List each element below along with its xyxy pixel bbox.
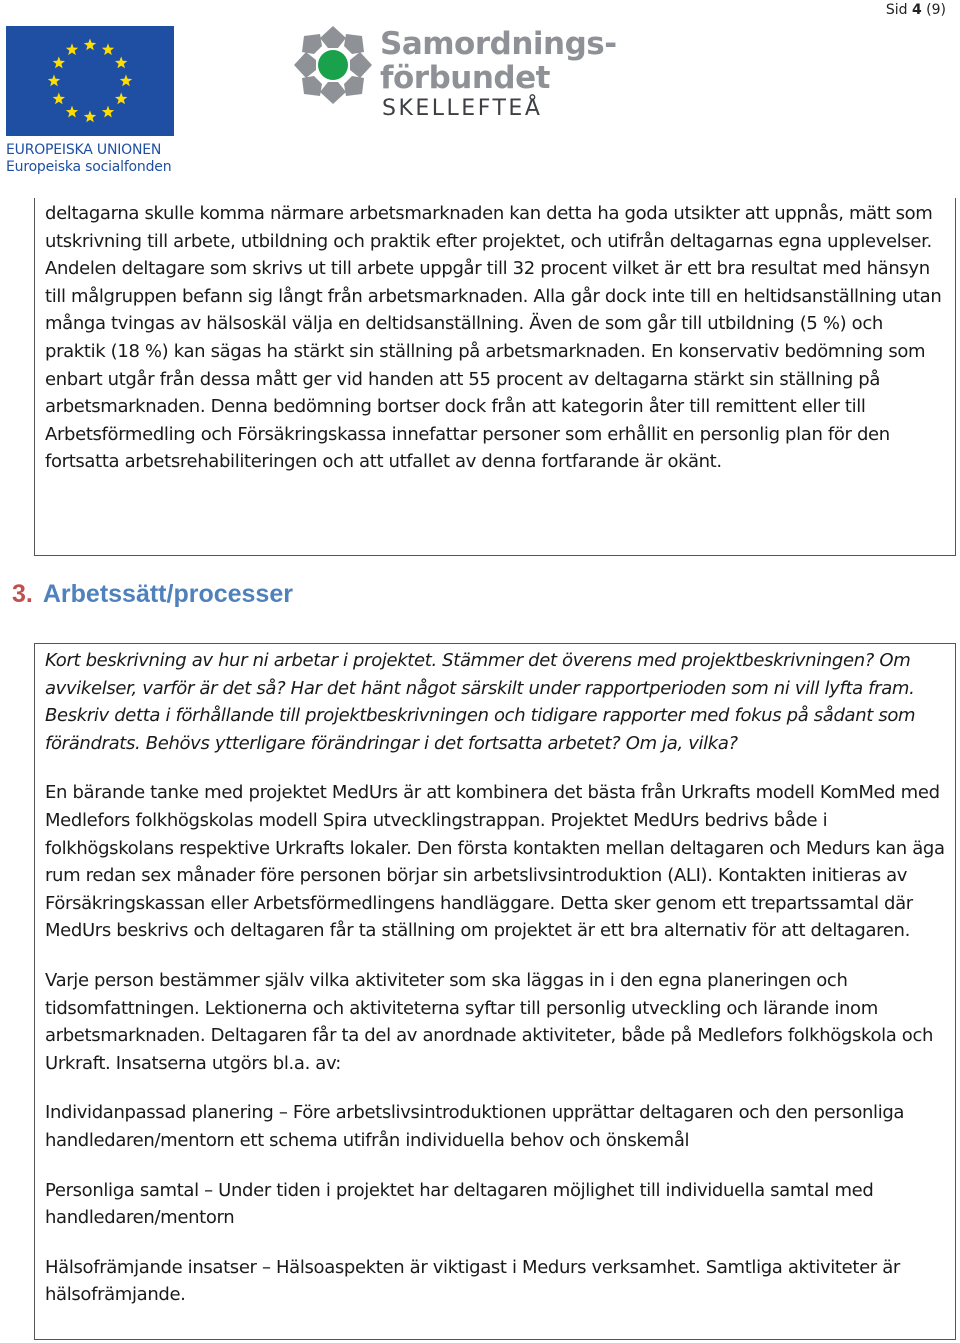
page-current: 4 xyxy=(911,2,922,18)
eu-star-icon xyxy=(115,57,127,69)
body-paragraph-1: En bärande tanke med projektet MedUrs är att kombinera det bästa från Urkrafts modell KomMed med Medlefors folkhögskolas modell Spira utvecklingstrappan. Projektet MedUrs bedrivs både i folkhögskolans respektive Urkrafts lokaler. Den första kontakten mellan deltagaren och Medurs kan äga rum redan sex månader före personen börjar sin arbetslivsintroduktion (ALI). Kontakten initieras av Försäkringskassan eller Arbetsförmedlingens handläggare. Detta sker genom ett trepartssamtal där MedUrs beskrivs och deltagaren får ta ställning om projektet är ett bra alternativ för att deltagaren. xyxy=(45,782,945,942)
continuation-paragraph: deltagarna skulle komma närmare arbetsmarknaden kan detta ha goda utsikter att uppnås, mätt som utskrivning till arbete, utbildning och praktik efter projektet, och utifrån deltagarnas egna upplevelser. Andelen deltagare som skrivs ut till arbete uppgår till 32 procent vilket är ett bra resultat med hänsyn till målgruppen befann sig långt från arbetsmarknaden. Alla går dock inte till en heltidsanställning utan många tvingas av hälsoskäl välja en deltidsanställning. Även de som går till utbildning (5 %) och praktik (18 %) kan sägas ha stärkt sin ställning på arbetsmarknaden. En konservativ bedömning som enbart utgår från dessa mått ger vid handen att 55 procent av deltagarna stärkt sin ställning på arbetsmarknaden. Denna bedömning bortser dock från att kategorin åter till remittent eller till Arbetsförmedling och Försäkringskassa innefattar personer som erhållit en personlig plan för den fortsatta arbetsrehabiliteringen och att utfallet av denna fortfarande är okänt. xyxy=(45,203,942,473)
eu-star-icon xyxy=(66,106,78,118)
body-paragraph-2: Varje person bestämmer själv vilka aktiviteter som ska läggas in i den egna planeringen och tidsomfattningen. Lektionerna och aktiviteterna syftar till personlig utveckling och lärande inom arbetsmarknaden. Deltagaren får ta del av anordnade aktiviteter, både på Medlefors folkhögskola och Urkraft. Insatserna utgörs bl.a. av: xyxy=(45,969,934,1074)
eu-star-icon xyxy=(66,43,78,55)
eu-star-icon xyxy=(84,111,96,123)
body-paragraph-3: Individanpassad planering – Före arbetslivsintroduktionen upprättar deltagaren och den personliga handledaren/mentorn ett schema utifrån individuella behov och önskemål xyxy=(45,1102,905,1151)
samordningsforbundet-logo xyxy=(292,24,622,124)
eu-logo-line1: EUROPEISKA UNIONEN xyxy=(6,142,162,158)
partner-logo-line2: förbundet xyxy=(380,60,550,96)
page-number xyxy=(886,2,946,18)
partner-emblem-icon xyxy=(292,24,374,106)
body-paragraph-5: Hälsofrämjande insatser – Hälsoaspekten är viktigast i Medurs verksamhet. Samtliga aktiviteter är hälsofrämjande. xyxy=(45,1256,900,1306)
partner-logo-line1: Samordnings- xyxy=(380,26,617,62)
page-label: Sid xyxy=(885,2,908,18)
section-number: 3. xyxy=(12,580,33,608)
section-heading xyxy=(12,580,293,609)
eu-star-icon xyxy=(53,57,65,69)
eu-star-icon xyxy=(120,75,132,87)
partner-logo-line3: SKELLEFTEÅ xyxy=(382,96,543,121)
eu-star-icon xyxy=(115,93,127,105)
eu-star-icon xyxy=(84,39,96,51)
eu-flag-icon xyxy=(6,26,174,136)
body-paragraph-4: Personliga samtal – Under tiden i projektet har deltagaren möjlighet till individuella samtal med handledaren/mentorn xyxy=(45,1179,874,1229)
eu-logo-text xyxy=(6,142,174,176)
section-title: Arbetssätt/processer xyxy=(42,580,293,608)
page-total: (9) xyxy=(926,2,946,18)
eu-star-icon xyxy=(102,106,114,118)
section-instructions: Kort beskrivning av hur ni arbetar i projektet. Stämmer det överens med projektbeskrivningen? Om avvikelser, varför är det så? Har det hänt något särskilt under rapportperioden som ni vill lyfta fram. Beskriv detta i förhållande till projektbeskrivningen och tidigare rapporter med fokus på sådant som förändrats. Behövs ytterligare förändringar i det fortsatta arbetet? Om ja, vilka? xyxy=(45,650,916,754)
continuation-text-box xyxy=(34,198,956,556)
eu-logo xyxy=(6,26,174,176)
eu-star-icon xyxy=(48,75,60,87)
section-text-box xyxy=(34,643,956,1340)
eu-star-icon xyxy=(102,43,114,55)
eu-star-icon xyxy=(53,93,65,105)
eu-logo-line2: Europeiska socialfonden xyxy=(6,159,172,175)
